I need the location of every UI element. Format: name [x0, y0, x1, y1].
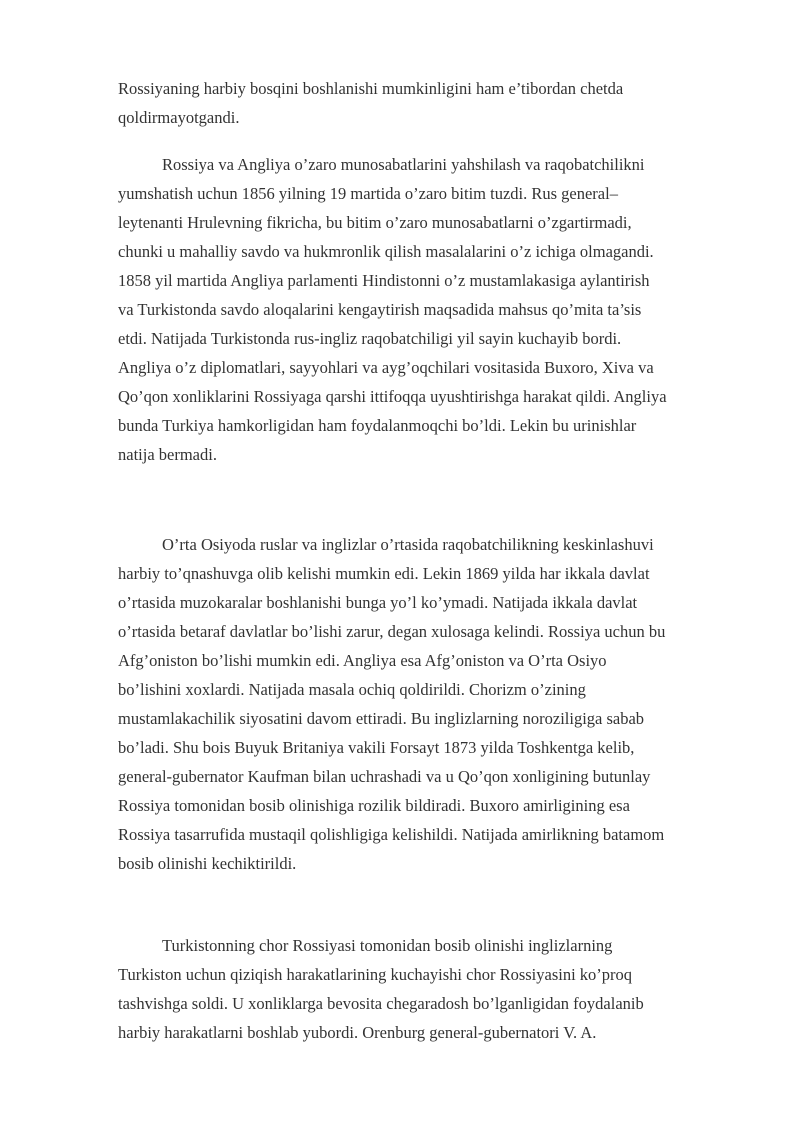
text-line: bo’lishini xoxlardi. Natijada masala ochiq qoldirildi. Chorizm o’zining [118, 680, 586, 699]
text-line: o’rtasida betaraf davlatlar bo’lishi zarur, degan xulosaga kelindi. Rossiya uchun bu [118, 622, 666, 641]
text-line: bo’ladi. Shu bois Buyuk Britaniya vakili Forsayt 1873 yilda Toshkentga kelib, [118, 738, 635, 757]
text-line: bosib olinishi kechiktirildi. [118, 854, 297, 873]
text-line: etdi. Natijada Turkistonda rus-ingliz raqobatchiligi yil sayin kuchayib bordi. [118, 329, 622, 348]
text-line: tashvishga soldi. U xonliklarga bevosita chegaradosh bo’lganligidan foydalanib [118, 994, 644, 1013]
text-line: mustamlakachilik siyosatini davom ettiradi. Bu inglizlarning noroziligiga sabab [118, 709, 645, 728]
text-line: Rossiyaning harbiy bosqini boshlanishi mumkinligini ham e’tibordan chetda [118, 79, 624, 98]
text-line: va Turkistonda savdo aloqalarini kengaytirish maqsadida mahsus qo’mita ta’sis [118, 300, 642, 319]
paragraph-1 [118, 74, 690, 132]
text-line: Rossiya va Angliya o’zaro munosabatlarini yahshilash va raqobatchilikni [162, 155, 645, 174]
paragraph-4 [118, 931, 690, 1047]
text-line: 1858 yil martida Angliya parlamenti Hindistonni o’z mustamlakasiga aylantirish [118, 271, 650, 290]
text-line: Angliya o’z diplomatlari, sayyohlari va ayg’oqchilari vositasida Buxoro, Xiva va [118, 358, 654, 377]
text-line: yumshatish uchun 1856 yilning 19 martida o’zaro bitim tuzdi. Rus general– [118, 184, 618, 203]
text-line: Turkiston uchun qiziqish harakatlarining kuchayishi chor Rossiyasini ko’proq [118, 965, 633, 984]
text-line: natija bermadi. [118, 445, 217, 464]
text-line: Rossiya tasarrufida mustaqil qolishligiga kelishildi. Natijada amirlikning batamom [118, 825, 665, 844]
text-line: general-gubernator Kaufman bilan uchrashadi va u Qo’qon xonligining butunlay [118, 767, 651, 786]
text-line: bunda Turkiya hamkorligidan ham foydalanmoqchi bo’ldi. Lekin bu urinishlar [118, 416, 637, 435]
text-line: Afg’oniston bo’lishi mumkin edi. Angliya esa Afg’oniston va O’rta Osiyo [118, 651, 607, 670]
text-line: o’rtasida muzokaralar boshlanishi bunga yo’l ko’ymadi. Natijada ikkala davlat [118, 593, 638, 612]
text-line: qoldirmayotgandi. [118, 108, 240, 127]
text-line: O’rta Osiyoda ruslar va inglizlar o’rtasida raqobatchilikning keskinlashuvi [162, 535, 654, 554]
text-line: leytenanti Hrulevning fikricha, bu bitim o’zaro munosabatlarni o’zgartirmadi, [118, 213, 632, 232]
text-line: Qo’qon xonliklarini Rossiyaga qarshi ittifoqqa uyushtirishga harakat qildi. Angliya [118, 387, 667, 406]
text-line: harbiy harakatlarni boshlab yubordi. Orenburg general-gubernatori V. A. [118, 1023, 597, 1042]
text-line: Turkistonning chor Rossiyasi tomonidan bosib olinishi inglizlarning [162, 936, 613, 955]
text-line: harbiy to’qnashuvga olib kelishi mumkin edi. Lekin 1869 yilda har ikkala davlat [118, 564, 650, 583]
text-line: chunki u mahalliy savdo va hukmronlik qilish masalalarini o’z ichiga olmagandi. [118, 242, 654, 261]
text-line: Rossiya tomonidan bosib olinishiga rozilik bildiradi. Buxoro amirligining esa [118, 796, 630, 815]
paragraph-3 [118, 530, 690, 878]
paragraph-2 [118, 150, 690, 469]
